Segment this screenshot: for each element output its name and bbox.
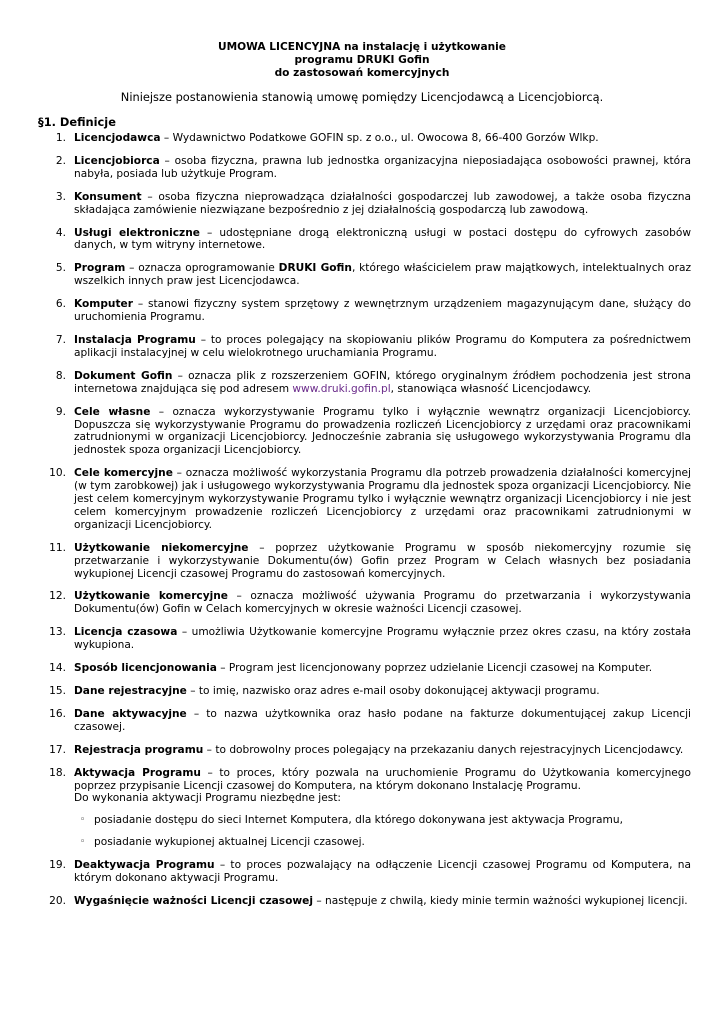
item-text: – to proces, który pozwala na uruchomienie Programu do Użytkowania komercyjnego poprzez przypisanie Licencji czasowej do Komputera, na którym dokonano Instalację Programu. [74, 766, 692, 792]
item-text: – to dobrowolny proces polegający na przekazaniu danych rejestracyjnych Licencjodawcy. [203, 743, 684, 756]
item-number: 10. [49, 467, 66, 480]
sub-list-item [80, 814, 691, 827]
item-text: – Program jest licencjonowany poprzez udzielanie Licencji czasowej na Komputer. [216, 662, 653, 675]
item-number: 6. [55, 298, 66, 311]
item-term: Konsument [74, 190, 142, 203]
list-item [49, 894, 691, 908]
list-item [49, 707, 692, 734]
list-item [55, 132, 691, 145]
item-number: 9. [55, 405, 66, 418]
item-term: Licencja czasowa [74, 626, 178, 639]
item-text: – oznacza oprogramowanie [125, 262, 279, 275]
item-number: 1. [55, 132, 66, 144]
list-item [55, 298, 691, 324]
item-term: Wygaśnięcie ważności Licencji czasowej [74, 894, 313, 907]
item-term: Dane aktywacyjne [74, 707, 187, 720]
item-text: – to proces pozwalający na odłączenie Licencji czasowej Programu od Komputera, na którym dokonano aktywacji Programu. [74, 859, 691, 885]
sub-item-text: posiadanie wykupionej aktualnej Licencji czasowej. [94, 836, 365, 849]
item-text: – umożliwia Użytkowanie komercyjne Programu wyłącznie przez okres czasu, na który została wykupiona. [74, 626, 692, 652]
intro-text: Niniejsze postanowienia stanowią umowę pomiędzy Licencjodawcą a Licencjobiorcą. [120, 90, 604, 104]
list-item [49, 541, 691, 581]
item-number: 17. [49, 743, 66, 756]
item-term: Cele komercyjne [74, 467, 173, 480]
item-number: 19. [49, 859, 66, 872]
item-number: 7. [55, 333, 66, 346]
item-text: , stanowiąca własność Licencjodawcy. [390, 382, 592, 395]
requirements-list [74, 814, 691, 849]
document-title [0, 41, 724, 80]
item-term: Licencjodawca [74, 132, 161, 144]
item-text: – to proces polegający na skopiowaniu plików Programu do Komputera za pośrednictwem aplikacji instalacyjnej w celu wielokrotnego uruchamiania Programu. [74, 333, 691, 359]
item-term: Aktywacja Programu [74, 766, 201, 779]
item-term: Użytkowanie niekomercyjne [74, 541, 249, 554]
item-term: Komputer [74, 298, 133, 311]
item-number: 5. [55, 262, 66, 275]
list-item [49, 766, 692, 850]
item-number: 12. [49, 590, 66, 603]
item-text: – oznacza możliwość wykorzystania Programu dla potrzeb prowadzenia działalności komercyjnej (w tym zarobkowej) jak i usługowego wykorzystywania Programu dla jednostek spoza organizacji Licencjobiorcy. Nie jest celem komercyjnym wykorzystywanie Programu tylko i wyłącznie wewnątrz organizacji Licencjobiorcy i nie jest celem komercyjnym prowadzenie rozliczeń Licencjobiorcy z urzędami oraz pracownikami zatrudnionymi w organizacji Licencjobiorcy. [74, 467, 692, 531]
list-item [49, 467, 692, 532]
list-item [55, 190, 691, 217]
item-term: Deaktywacja Programu [74, 859, 215, 872]
item-text: – udostępniane drogą elektroniczną usługi w postaci dostępu do cyfrowych zasobów danych, w tym witryny internetowe. [74, 226, 691, 252]
sub-list-item [80, 836, 691, 849]
list-item [49, 590, 691, 616]
item-text: – stanowi fizyczny system sprzętowy z wewnętrznym urządzeniem magazynującym dane, służący do uruchomienia Programu. [74, 298, 691, 324]
item-text: – osoba fizyczna nieprowadząca działalności gospodarczej lub zawodowej, a także osoba fizyczna składająca zamówienie niezwiązane bezpośrednio z jej działalnością gospodarczą lub zawodową. [74, 190, 691, 216]
item-number: 14. [49, 662, 66, 675]
item-term: Licencjobiorca [74, 154, 160, 167]
list-item [55, 154, 691, 181]
list-item [49, 626, 692, 652]
title-line-1: UMOWA LICENCYJNA na instalację i użytkowanie [218, 41, 506, 53]
item-term: Dokument Gofin [74, 369, 173, 382]
item-term: Dane rejestracyjne [74, 685, 187, 697]
item-term: Usługi elektroniczne [74, 226, 200, 239]
item-number: 8. [55, 369, 66, 382]
item-number: 18. [49, 766, 66, 779]
bullet-icon: ◦ [80, 837, 86, 848]
item-text: – Wydawnictwo Podatkowe GOFIN sp. z o.o., ul. Owocowa 8, 66-400 Gorzów Wlkp. [160, 132, 599, 144]
item-number: 11. [49, 541, 66, 554]
item-text: , którego właścicielem praw majątkowych, intelektualnych oraz wszelkich innych praw jest Licencjodawca. [74, 262, 691, 288]
title-line-2: programu DRUKI Gofin [294, 54, 430, 66]
item-text: – następuje z chwilą, kiedy minie termin ważności wykupionej licencji. [313, 894, 688, 907]
website-link[interactable]: www.druki.gofin.pl [292, 382, 391, 395]
item-text: – to nazwa użytkownika oraz hasło podane na fakturze dokumentującej zakup Licencji czasowej. [74, 707, 692, 733]
item-text: – poprzez użytkowanie Programu w sposób niekomercyjny rozumie się przetwarzanie i wykorzystywanie Dokumentu(ów) Gofin przez Program w Celach własnych bez posiadania wykupionej Licencji czasowej Programu do zastosowań komercyjnych. [74, 541, 691, 580]
item-term: Użytkowanie komercyjne [74, 590, 228, 603]
item-text: – oznacza plik z rozszerzeniem GOFIN, którego oryginalnym źródłem pochodzenia jest strona internetowa znajdująca się pod adresem [74, 369, 691, 395]
item-number: 13. [49, 626, 66, 639]
title-line-3: do zastosowań komercyjnych [274, 67, 450, 79]
definitions-list [49, 132, 692, 918]
section-heading: §1. Definicje [38, 115, 116, 129]
list-item [55, 369, 691, 396]
item-term: Rejestracja programu [74, 743, 204, 756]
list-item [55, 226, 691, 253]
item-term: Instalacja Programu [74, 333, 196, 346]
list-item [55, 333, 691, 360]
item-text: – oznacza wykorzystywanie Programu tylko i wyłącznie wewnątrz organizacji Licencjobiorcy. Dopuszcza się wykorzystywanie Programu do prowadzenia rozliczeń Licencjobiorcy z urzędami oraz pracownikami zatrudnionymi w organizacji Licencjobiorcy. Jednocześnie zabrania się usługowego wykorzystywania Programu dla jednostek spoza organizacji Licencjobiorcy. [74, 405, 691, 457]
item-term: Program [74, 262, 126, 275]
program-name: DRUKI Gofin [278, 262, 352, 275]
item-text: – osoba fizyczna, prawna lub jednostka organizacyjna nieposiadająca osobowości prawnej, która nabyła, posiada lub użytkuje Program. [74, 154, 691, 180]
list-item [49, 859, 691, 885]
item-term: Sposób licencjonowania [74, 662, 217, 675]
item-text: Do wykonania aktywacji Programu niezbędne jest: [74, 792, 341, 805]
item-number: 16. [49, 707, 66, 720]
item-number: 15. [49, 685, 66, 697]
list-item [55, 262, 691, 288]
bullet-icon: ◦ [80, 815, 86, 826]
sub-item-text: posiadanie dostępu do sieci Internet Komputera, dla którego dokonywana jest aktywacja Programu, [94, 814, 623, 827]
item-number: 3. [55, 190, 66, 203]
item-term: Cele własne [74, 405, 151, 418]
item-number: 2. [55, 154, 66, 167]
item-text: – to imię, nazwisko oraz adres e-mail osoby dokonującej aktywacji programu. [186, 685, 600, 697]
list-item [49, 743, 691, 757]
item-number: 4. [55, 226, 66, 239]
list-item [49, 662, 691, 675]
item-number: 20. [49, 894, 66, 907]
list-item [49, 685, 691, 698]
item-text: – oznacza możliwość używania Programu do przetwarzania i wykorzystywania Dokumentu(ów) Gofin w Celach komercyjnych w okresie ważności Licencji czasowej. [74, 590, 691, 616]
list-item [55, 405, 691, 458]
